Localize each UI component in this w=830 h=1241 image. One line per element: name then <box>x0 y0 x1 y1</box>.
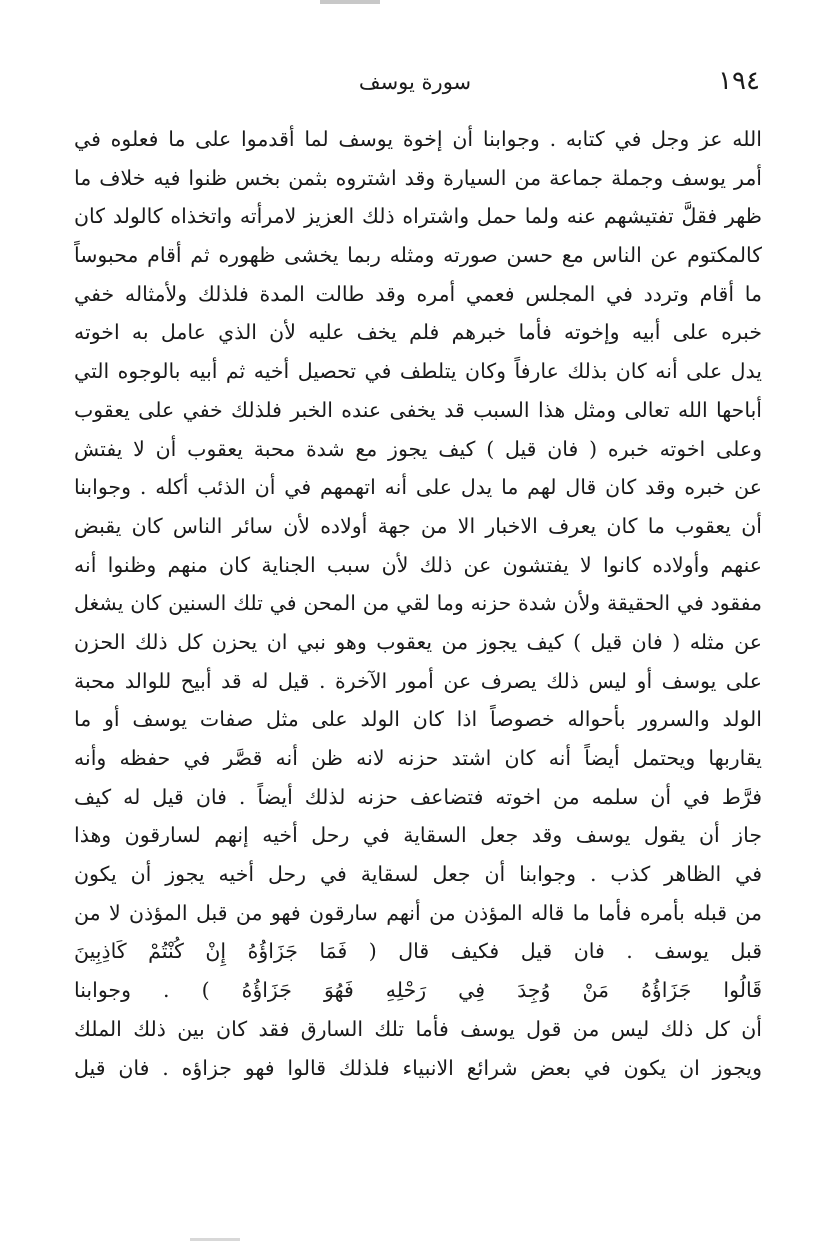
page-header <box>70 66 760 102</box>
text-line: قبل يوسف . فان قيل فكيف قال ( فَمَا جَزَاؤُهُ إِنْ كُنْتُمْ كَاذِبِينَ <box>74 939 762 964</box>
text-line: عنهم وأولاده كانوا لا يفتشون عن ذلك لأن سبب الجناية كان منهم وظنوا أنه <box>74 552 762 577</box>
text-line: أن يعقوب ما كان يعرف الاخبار الا من جهة أولاده لأن سائر الناس كان يقبض <box>74 513 762 538</box>
text-line: الولد والسرور بأحواله خصوصاً اذا كان الولد على مثل صفات يوسف أو ما <box>74 707 762 732</box>
text-line: جاز أن يقول يوسف وقد جعل السقاية في رحل أخيه إنهم لسارقون وهذا <box>74 823 762 848</box>
body-text <box>74 120 762 1087</box>
running-title: سورة يوسف <box>358 70 472 94</box>
text-line: عن خبره وقد كان قال لهم ما يدل على أنه اتهمهم في أن الذئب أكله . وجوابنا <box>74 475 762 500</box>
text-line: في الظاهر كذب . وجوابنا أن جعل لسقاية في رحل أخيه يجوز أن يكون <box>74 862 762 887</box>
text-line: ظهر فقلَّ تفتيشهم عنه ولما حمل واشتراه ذلك العزيز لامرأته واتخذاه كالولد كان <box>74 204 762 229</box>
text-line: وعلى اخوته خبره ( فان قيل ) كيف يجوز مع شدة محبة يعقوب أن لا يفتش <box>74 436 762 461</box>
text-line: ويجوز ان يكون في بعض شرائع الانبياء فلذلك قالوا فهو جزاؤه . فان قيل <box>74 1055 762 1080</box>
text-line: عن مثله ( فان قيل ) كيف يجوز من يعقوب وهو نبي ان يحزن كل ذلك الحزن <box>74 629 762 654</box>
text-line: على يوسف أو ليس ذلك يصرف عن أمور الآخرة . قيل له قد أبيح للوالد محبة <box>74 668 762 693</box>
text-line: خبره على أبيه وإخوته فأما خبرهم فلم يخف عليه لأن الذي عامل به اخوته <box>74 320 762 345</box>
text-line: من قبله بأمره فأما ما قاله المؤذن من أنهم سارقون فهو من قبل المؤذن لا من <box>74 900 762 925</box>
text-line: فرَّط في أن سلمه من اخوته فتضاعف حزنه لذلك أيضاً . فان قيل له كيف <box>74 784 762 809</box>
text-line: مفقود في الحقيقة ولأن شدة حزنه وما لقي من المحن في تلك السنين كان يشغل <box>74 591 762 616</box>
scan-edge-mark <box>320 0 380 4</box>
text-line: قَالُوا جَزَاؤُهُ مَنْ وُجِدَ فِي رَحْلِهِ فَهُوَ جَزَاؤُهُ ) . وجوابنا <box>74 978 762 1003</box>
text-line: يدل على أنه كان بذلك عارفاً وكان يتلطف في تحصيل أخيه ثم أبيه بالوجوه التي <box>74 359 762 384</box>
text-line: أباحها الله تعالى ومثل هذا السبب قد يخفى عنده الخبر فلذلك خفي على يعقوب <box>74 397 762 422</box>
text-line: الله عز وجل في كتابه . وجوابنا أن إخوة يوسف لما أقدموا على ما فعلوه في <box>74 127 762 151</box>
text-line: يقاربها ويحتمل أيضاً أنه كان اشتد حزنه لانه ظن أنه قصَّر في حفظه وأنه <box>74 746 762 770</box>
text-line: أن كل ذلك ليس من قول يوسف فأما تلك السارق فقد كان بين ذلك الملك <box>74 1016 762 1041</box>
page-number: ١٩٤ <box>718 66 760 96</box>
text-line: كالمكتوم عن الناس مع حسن صورته ومثله ربما يخشى ظهوره ثم أقام محبوساً <box>74 243 762 268</box>
text-line: ما أقام وتردد في المجلس فعمي أمره وقد طالت المدة فلذلك ولأمثاله خفي <box>74 281 762 306</box>
text-line: أمر يوسف وجملة جماعة من السيارة وقد اشتروه بثمن بخس ظنوا فيه خلاف ما <box>74 165 762 190</box>
